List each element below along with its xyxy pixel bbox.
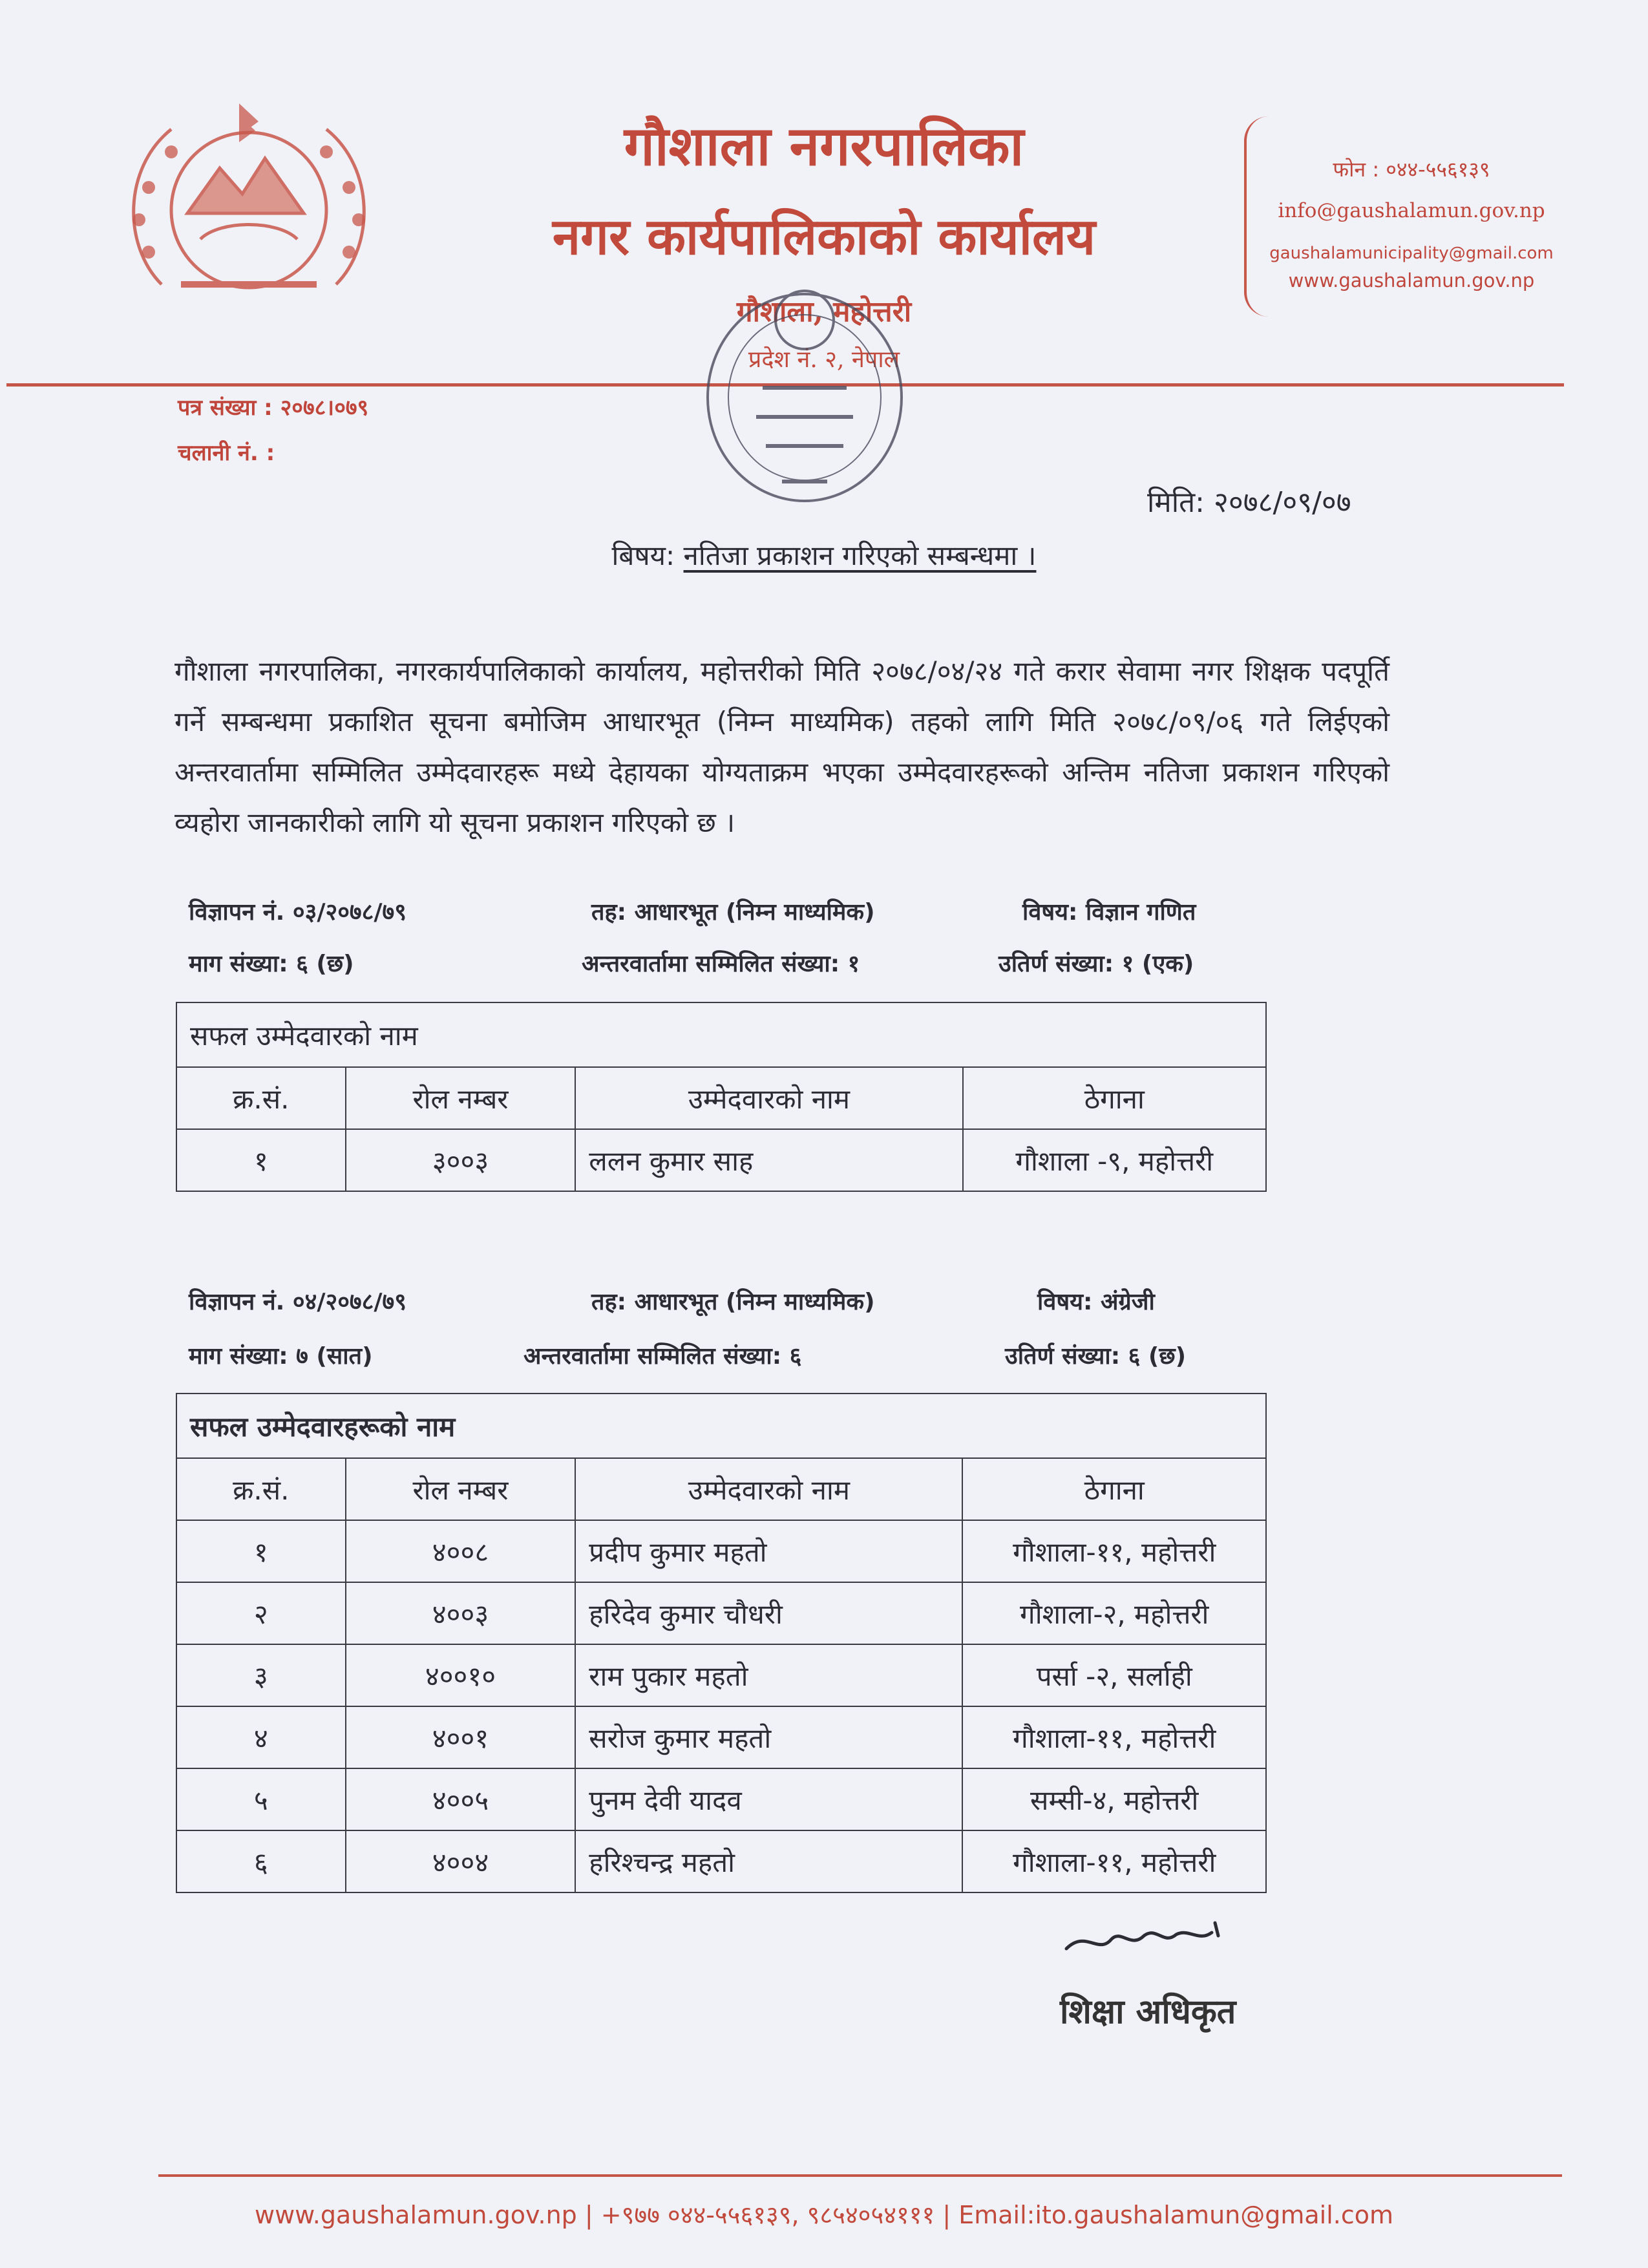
- serial-cell: १: [176, 1129, 346, 1191]
- table-caption: सफल उम्मेदवारको नाम: [176, 1002, 1266, 1067]
- passed-count: उतिर्ण संख्या: १ (एक): [998, 951, 1194, 977]
- table-row: [176, 1129, 1266, 1191]
- table-row: [176, 1706, 1266, 1768]
- column-header: क्र.सं.: [176, 1458, 346, 1520]
- interviewed-count: अन्तरवार्तामा सम्मिलित संख्या: ६: [523, 1343, 802, 1370]
- contact-phone: फोन : ०४४-५५६१३९: [1333, 157, 1490, 182]
- address-cell: गौशाला-११, महोत्तरी: [962, 1520, 1266, 1582]
- column-header: रोल नम्बर: [346, 1067, 576, 1129]
- signatory-title: शिक्षा अधिकृत: [1060, 1992, 1236, 2031]
- letter-subject: [0, 536, 1648, 573]
- candidate-name-cell: सरोज कुमार महतो: [575, 1706, 962, 1768]
- column-header: उम्मेदवारको नाम: [575, 1067, 962, 1129]
- address-cell: गौशाला-२, महोत्तरी: [962, 1582, 1266, 1644]
- handwritten-signature-icon: [1060, 1910, 1241, 1968]
- table-row: [176, 1830, 1266, 1892]
- footer-divider: [158, 2174, 1562, 2177]
- column-header: ठेगाना: [962, 1458, 1266, 1520]
- letter-date: मिति: २०७८/०९/०७: [1147, 486, 1351, 519]
- subject-label: बिषय:: [611, 540, 675, 571]
- office-subtitle: नगर कार्यपालिकाको कार्यालय: [552, 207, 1096, 266]
- advert-number: विज्ञापन नं. ०४/२०७८/७९: [189, 1289, 407, 1315]
- advert-subject: विषय: विज्ञान गणित: [1022, 899, 1196, 926]
- roll-number-cell: ४००४: [346, 1830, 576, 1892]
- candidate-name-cell: प्रदीप कुमार महतो: [575, 1520, 962, 1582]
- candidate-name-cell: हरिश्चन्द्र महतो: [575, 1830, 962, 1892]
- column-header: क्र.सं.: [176, 1067, 346, 1129]
- address-cell: सम्सी-४, महोत्तरी: [962, 1768, 1266, 1830]
- office-name: गौशाला नगरपालिका: [624, 114, 1024, 178]
- candidate-name-cell: हरिदेव कुमार चौधरी: [575, 1582, 962, 1644]
- interviewed-count: अन्तरवार्तामा सम्मिलित संख्या: १: [582, 951, 860, 977]
- subject-text: नतिजा प्रकाशन गरिएको सम्बन्धमा ।: [683, 540, 1037, 571]
- dispatch-number: चलानी नं. :: [178, 440, 275, 466]
- table-row: [176, 1644, 1266, 1706]
- table-row: [176, 1768, 1266, 1830]
- candidate-name-cell: पुनम देवी यादव: [575, 1768, 962, 1830]
- roll-number-cell: ४००१: [346, 1706, 576, 1768]
- results-table: [176, 1002, 1267, 1192]
- results-table: [176, 1393, 1267, 1893]
- serial-cell: २: [176, 1582, 346, 1644]
- letter-number: पत्र संख्या : २०७८।०७९: [178, 395, 369, 421]
- serial-cell: ३: [176, 1644, 346, 1706]
- contact-block: [1244, 116, 1576, 317]
- serial-cell: ५: [176, 1768, 346, 1830]
- address-cell: गौशाला-११, महोत्तरी: [962, 1706, 1266, 1768]
- address-cell: गौशाला-११, महोत्तरी: [962, 1830, 1266, 1892]
- office-seal-stamp-icon: [685, 259, 924, 524]
- roll-number-cell: ४००५: [346, 1768, 576, 1830]
- table-row: [176, 1582, 1266, 1644]
- office-country: प्रदेश नं. २, नेपाल: [748, 346, 900, 373]
- letter-body: गौशाला नगरपालिका, नगरकार्यपालिकाको कार्यालय, महोत्तरीको मिति २०७८/०४/२४ गते करार सेवामा नगर शिक्षक पदपूर्ति गर्ने सम्बन्धमा प्रकाशित सूचना बमोजिम आधारभूत (निम्न माध्यमिक) तहको लागि मिति २०७८/०९/०६ गते लिईएको अन्तरवार्तामा सम्मिलित उम्मेदवारहरू मध्ये देहायका योग्यताक्रम भएका उम्मेदवारहरूको अन्तिम नतिजा प्रकाशन गरिएको व्यहोरा जानकारीको लागि यो सूचना प्रकाशन गरिएको छ ।: [174, 655, 1389, 838]
- demand-count: माग संख्या: ६ (छ): [189, 951, 354, 977]
- address-cell: पर्सा -२, सर्लाही: [962, 1644, 1266, 1706]
- table-caption: सफल उम्मेदवारहरूको नाम: [176, 1394, 1266, 1458]
- footer-contact: www.gaushalamun.gov.np | +९७७ ०४४-५५६१३९, ९८५४०५४१११ | Email:ito.gaushalamun@gmail.com: [254, 2201, 1394, 2229]
- candidate-name-cell: ललन कुमार साह: [575, 1129, 962, 1191]
- demand-count: माग संख्या: ७ (सात): [189, 1343, 373, 1370]
- serial-cell: ६: [176, 1830, 346, 1892]
- advert-number: विज्ञापन नं. ०३/२०७८/७९: [189, 899, 407, 926]
- roll-number-cell: ३००३: [346, 1129, 576, 1191]
- address-cell: गौशाला -९, महोत्तरी: [963, 1129, 1266, 1191]
- advert-level: तह: आधारभूत (निम्न माध्यमिक): [591, 899, 875, 926]
- advert-level: तह: आधारभूत (निम्न माध्यमिक): [591, 1289, 875, 1315]
- roll-number-cell: ४००८: [346, 1520, 576, 1582]
- contact-email: info@gaushalamun.gov.np: [1278, 199, 1545, 222]
- passed-count: उतिर्ण संख्या: ६ (छ): [1005, 1343, 1187, 1370]
- roll-number-cell: ४००३: [346, 1582, 576, 1644]
- contact-alt-email: gaushalamunicipality@gmail.com: [1269, 244, 1554, 263]
- column-header: रोल नम्बर: [346, 1458, 576, 1520]
- serial-cell: १: [176, 1520, 346, 1582]
- column-header: ठेगाना: [963, 1067, 1266, 1129]
- roll-number-cell: ४००१०: [346, 1644, 576, 1706]
- candidate-name-cell: राम पुकार महतो: [575, 1644, 962, 1706]
- table-row: [176, 1520, 1266, 1582]
- office-location: गौशाला, महोत्तरी: [736, 295, 912, 328]
- advert-subject: विषय: अंग्रेजी: [1037, 1289, 1155, 1315]
- contact-website: www.gaushalamun.gov.np: [1288, 270, 1535, 291]
- column-header: उम्मेदवारको नाम: [575, 1458, 962, 1520]
- serial-cell: ४: [176, 1706, 346, 1768]
